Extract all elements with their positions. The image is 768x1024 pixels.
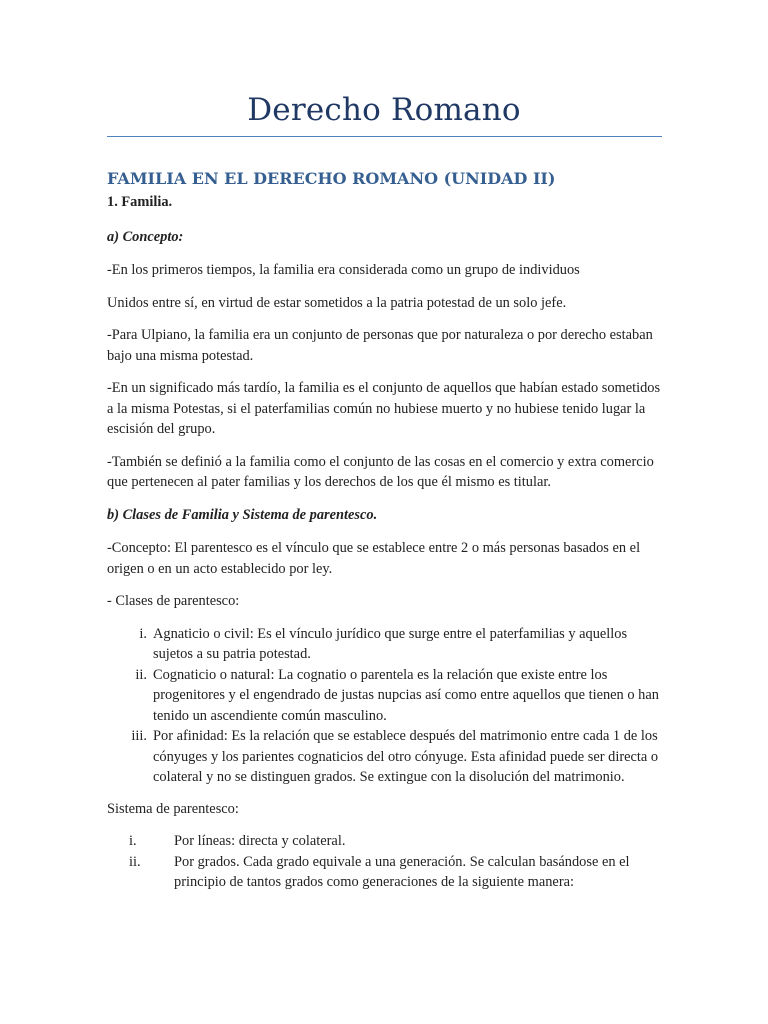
list-marker: iii.	[131, 728, 147, 744]
sistema-parentesco-label: Sistema de parentesco:	[107, 800, 239, 817]
list-marker: i.	[129, 833, 137, 849]
paragraph-tambien-definio: -También se definió a la familia como el conjunto de las cosas en el comercio y extra comercio que pertenecen al pater familias y los derechos de los que él mismo es titular.	[107, 453, 654, 490]
list-item-text: Por líneas: directa y colateral.	[174, 833, 346, 849]
list-item	[107, 665, 663, 727]
paragraph-significado-tardio: -En un significado más tardío, la familia es el conjunto de aquellos que habían estado sometidos a la misma Potestas, si el paterfamilias común no hubiese muerto y no hubiese tenido lugar la escisión del grupo.	[107, 380, 661, 437]
paragraph-ulpiano: -Para Ulpiano, la familia era un conjunto de personas que por naturaleza o por derecho estaban bajo una misma potestad.	[107, 327, 653, 364]
list-marker: ii.	[129, 853, 141, 870]
heading-clases-familia: b) Clases de Familia y Sistema de parentesco.	[107, 506, 378, 523]
list-marker: i.	[139, 625, 147, 642]
list-item-text: Cognaticio o natural: La cognatio o parentela es la relación que existe entre los progenitores y el engendrado de justas nupcias así como entre aquellos que tienen o han tenido un ascendiente común masculino.	[153, 666, 659, 724]
list-item	[107, 852, 663, 893]
list-item-text: Por grados. Cada grado equivale a una generación. Se calculan basándose en el principio de tantos grados como generaciones de la siguiente manera:	[174, 853, 630, 890]
list-item	[107, 831, 663, 852]
heading-concepto: a) Concepto:	[107, 228, 184, 245]
clases-parentesco-list	[107, 624, 663, 788]
section-heading: FAMILIA EN EL DERECHO ROMANO (UNIDAD II)	[107, 169, 556, 188]
list-item-text: Agnaticio o civil: Es el vínculo jurídico que surge entre el paterfamilias y aquellos sujetos a su patria potestad.	[153, 625, 628, 662]
clases-parentesco-label: - Clases de parentesco:	[107, 593, 240, 609]
paragraph-primeros-tiempos: -En los primeros tiempos, la familia era considerada como un grupo de individuos	[107, 262, 580, 278]
list-item	[107, 726, 663, 788]
list-item-text: Por afinidad: Es la relación que se establece después del matrimonio entre cada 1 de los cónyuges y los parientes cognaticios del otro cónyuge. Esta afinidad puede ser directa o colateral y no se distinguen grados. Se extingue con la disolución del matrimonio.	[153, 728, 659, 785]
paragraph-unidos: Unidos entre sí, en virtud de estar sometidos a la patria potestad de un solo jefe.	[107, 294, 567, 311]
subsection-familia: 1. Familia.	[107, 194, 173, 210]
document-title: Derecho Romano	[247, 92, 521, 128]
list-item	[107, 624, 663, 665]
paragraph-parentesco-concepto: -Concepto: El parentesco es el vínculo que se establece entre 2 o más personas basados en el origen o en un acto establecido por ley.	[107, 540, 641, 577]
sistema-parentesco-list	[107, 831, 663, 893]
document-body	[107, 168, 663, 904]
title-underline	[107, 136, 662, 137]
list-marker: ii.	[135, 666, 147, 683]
